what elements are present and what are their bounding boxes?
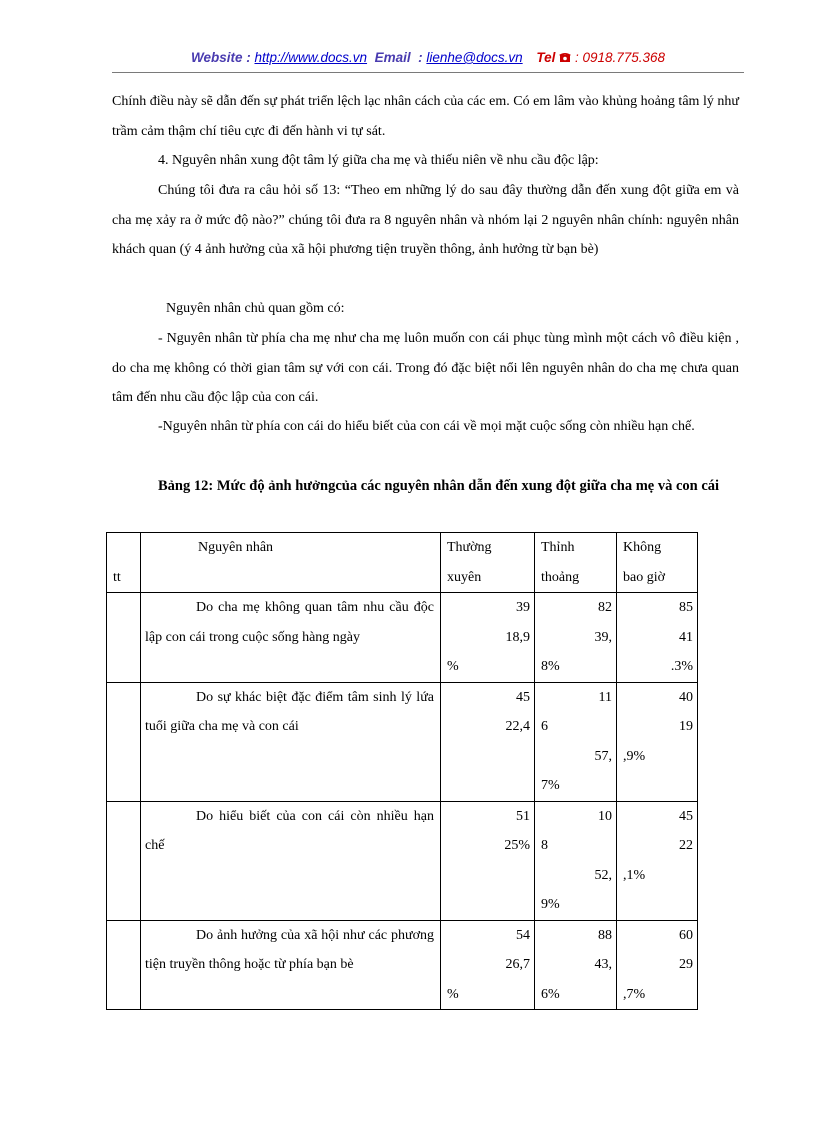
email-link[interactable]: lienhe@docs.vn xyxy=(426,50,523,65)
row-often: 51 25% xyxy=(441,801,535,920)
row-sometimes: 82 39, 8% xyxy=(535,593,617,683)
paragraph-6: -Nguyên nhân từ phía con cái do hiểu biết của con cái về mọi mặt cuộc sống còn nhiều hạn chế. xyxy=(158,419,695,434)
row-sometimes: 10 8 52, 9% xyxy=(535,801,617,920)
row-never: 45 22 ,1% xyxy=(617,801,698,920)
page-header xyxy=(112,50,744,73)
header-cause: Nguyên nhân xyxy=(141,533,441,593)
tel-label: Tel xyxy=(536,50,556,65)
row-cause: Do cha mẹ không quan tâm nhu cầu độc lập con cái trong cuộc sống hàng ngày xyxy=(141,593,441,683)
row-often: 54 26,7 % xyxy=(441,920,535,1010)
row-tt xyxy=(107,593,141,683)
cause-table xyxy=(106,532,698,1010)
email-separator: : xyxy=(418,50,423,65)
row-cause: Do hiểu biết của con cái còn nhiều hạn chế xyxy=(141,801,441,920)
website-label: Website : xyxy=(190,50,251,65)
row-never: 40 19 ,9% xyxy=(617,682,698,801)
row-sometimes: 88 43, 6% xyxy=(535,920,617,1010)
row-sometimes: 11 6 57, 7% xyxy=(535,682,617,801)
row-tt xyxy=(107,920,141,1010)
paragraph-3: Chúng tôi đưa ra câu hỏi số 13: “Theo em những lý do sau đây thường dẫn đến xung đột giữa em và cha mẹ xảy ra ở mức độ nào?” chúng tôi đưa ra 8 nguyên nhân và nhóm lại 2 nguyên nhân chính: nguyên nhân khách quan (ý 4 ảnh hưởng của xã hội phương tiện truyền thông, ảnh hưởng từ bạn bè) xyxy=(112,183,739,257)
phone-icon xyxy=(559,52,571,63)
row-often: 39 18,9 % xyxy=(441,593,535,683)
section-heading-4: 4. Nguyên nhân xung đột tâm lý giữa cha mẹ và thiếu niên về nhu cầu độc lập: xyxy=(158,153,599,168)
phone-number: : 0918.775.368 xyxy=(574,50,666,65)
row-never: 85 41 .3% xyxy=(617,593,698,683)
paragraph-1: Chính điều này sẽ dẫn đến sự phát triển lệch lạc nhân cách của các em. Có em lâm vào khủng hoảng tâm lý như trầm cảm thậm chí tiêu cực đi đến hành vi tự sát. xyxy=(112,94,739,139)
header-sometimes: Thỉnh thoảng xyxy=(535,533,617,593)
table-row xyxy=(107,593,698,683)
row-tt xyxy=(107,682,141,801)
row-tt xyxy=(107,801,141,920)
table-header-row xyxy=(107,533,698,593)
table-row xyxy=(107,920,698,1010)
email-label: Email xyxy=(374,50,411,65)
website-link[interactable]: http://www.docs.vn xyxy=(254,50,368,65)
table-row xyxy=(107,682,698,801)
paragraph-4: Nguyên nhân chủ quan gồm có: xyxy=(166,301,345,316)
row-cause: Do sự khác biệt đặc điểm tâm sinh lý lứa tuổi giữa cha mẹ và con cái xyxy=(141,682,441,801)
header-never: Không bao giờ xyxy=(617,533,698,593)
row-cause: Do ảnh hưởng của xã hội như các phương tiện truyền thông hoặc từ phía bạn bè xyxy=(141,920,441,1010)
header-often: Thường xuyên xyxy=(441,533,535,593)
table-title: Bảng 12: Mức độ ảnh hưởngcủa các nguyên nhân dẫn đến xung đột giữa cha mẹ và con cái xyxy=(158,478,720,494)
header-tt: tt xyxy=(107,533,141,593)
row-often: 45 22,4 xyxy=(441,682,535,801)
table-row xyxy=(107,801,698,920)
paragraph-5: - Nguyên nhân từ phía cha mẹ như cha mẹ luôn muốn con cái phục tùng mình một cách vô điều kiện , do cha mẹ không có thời gian tâm sự với con cái. Trong đó đặc biệt nổi lên nguyên nhân do cha mẹ chưa quan tâm đến nhu cầu độc lập của con cái. xyxy=(112,331,739,405)
row-never: 60 29 ,7% xyxy=(617,920,698,1010)
